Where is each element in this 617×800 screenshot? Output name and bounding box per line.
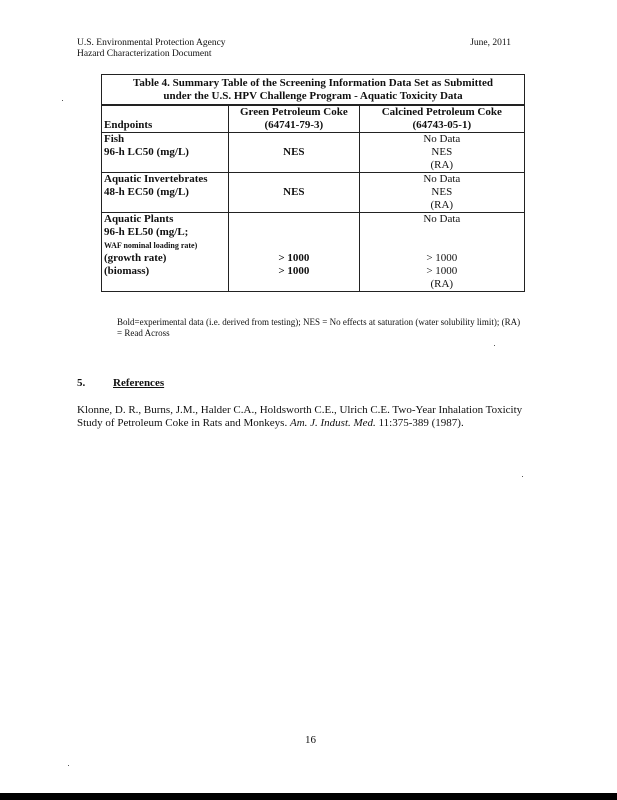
scan-speck [522,476,523,477]
plants-calcined-growth: > 1000 [426,252,458,264]
plants-calcined-nodata: No Data [423,213,461,225]
plants-endpoint-note: WAF nominal loading rate) [104,241,198,250]
header-doc-type: Hazard Characterization Document [77,49,212,59]
header-agency: U.S. Environmental Protection Agency [77,38,226,48]
plants-calcined-ra: (RA) [430,278,454,290]
col-header-green-name: Green Petroleum Coke [239,106,348,118]
invert-endpoint: 48-h EC50 (mg/L) [104,186,189,198]
reference-authors-title: Klonne, D. R., Burns, J.M., Halder C.A., Holdsworth C.E., Ulrich C.E. Two-Year Inhalation Toxicity Study of Petroleum Coke in Rats and Monkeys. [77,404,523,429]
table-caption-line2: under the U.S. HPV Challenge Program - Aquatic Toxicity Data [163,90,463,102]
plants-endpoint-cell [102,213,229,292]
section-number: 5. [77,377,86,389]
col-header-green-coke [229,105,360,133]
aquatic-toxicity-table [101,74,525,292]
scan-speck [68,765,69,766]
fish-green-cell [229,133,360,173]
page-number: 16 [305,734,316,746]
section-title: References [113,377,165,389]
invert-calcined-cell [359,173,524,213]
col-header-endpoints: Endpoints [102,105,229,133]
plants-calcined-biomass: > 1000 [426,265,458,277]
plants-label: Aquatic Plants [104,213,174,225]
fish-calcined-cell [359,133,524,173]
col-header-calcined-name: Calcined Petroleum Coke [381,106,502,118]
plants-calcined-cell [359,213,524,292]
scan-speck [494,345,495,346]
invert-endpoint-cell [102,173,229,213]
scan-speck [62,100,63,101]
plants-green-growth: > 1000 [278,252,310,264]
fish-green-value: NES [283,146,305,158]
plants-green-biomass: > 1000 [278,265,310,277]
table-header-row [102,105,525,133]
invert-calcined-value: NES [431,186,453,198]
plants-green-cell [229,213,360,292]
table-row [102,133,525,173]
fish-endpoint: 96-h LC50 (mg/L) [104,146,189,158]
table-caption [102,75,525,106]
col-header-calcined-coke [359,105,524,133]
table-row [102,173,525,213]
reference-citation: 11:375-389 (1987). [375,417,464,429]
reference-entry [77,404,527,430]
invert-green-cell [229,173,360,213]
plants-biomass-label: (biomass) [104,265,150,277]
fish-label: Fish [104,133,125,145]
running-header [77,38,226,60]
reference-journal: Am. J. Indust. Med. [289,417,376,429]
fish-endpoint-cell [102,133,229,173]
col-header-green-cas: (64741-79-3) [264,119,324,131]
table-row [102,213,525,292]
table-caption-line1: Table 4. Summary Table of the Screening Information Data Set as Submitted [133,77,493,89]
fish-calcined-ra: (RA) [430,159,454,171]
invert-calcined-nodata: No Data [423,173,461,185]
header-date: June, 2011 [470,38,511,48]
table-footnote: Bold=experimental data (i.e. derived from testing); NES = No effects at saturation (water solubility limit); (RA) = Read Across [117,317,521,338]
plants-growth-label: (growth rate) [104,252,167,264]
fish-calcined-value: NES [431,146,453,158]
invert-green-value: NES [283,186,305,198]
scan-edge-bar [0,793,617,800]
col-header-calcined-cas: (64743-05-1) [412,119,472,131]
plants-endpoint: 96-h EL50 (mg/L; [104,226,189,238]
fish-calcined-nodata: No Data [423,133,461,145]
invert-calcined-ra: (RA) [430,199,454,211]
invert-label: Aquatic Invertebrates [104,173,208,185]
